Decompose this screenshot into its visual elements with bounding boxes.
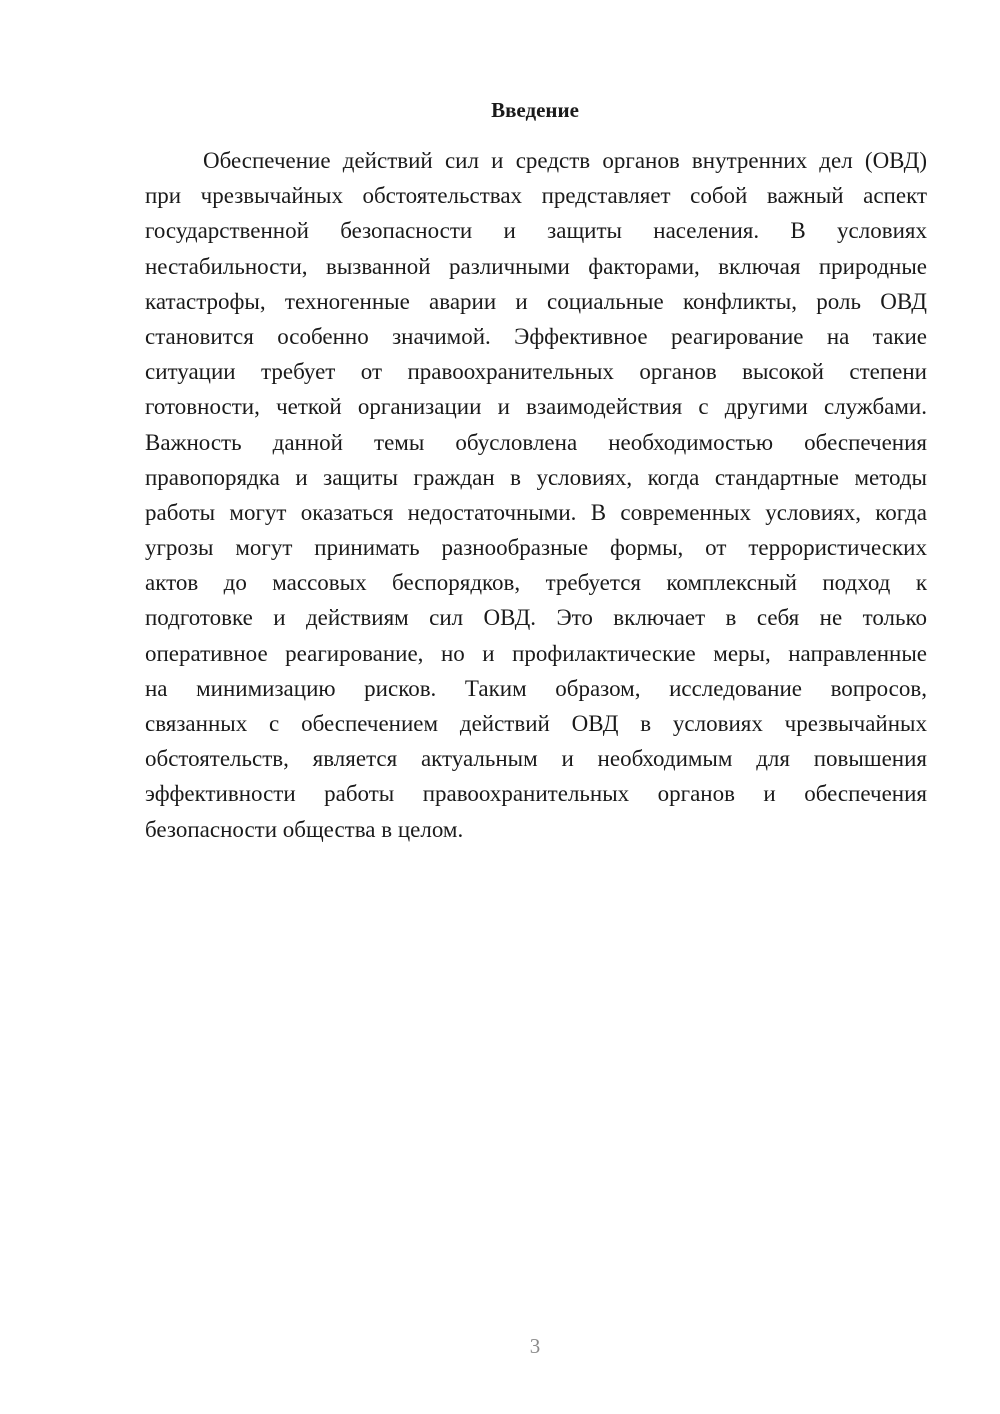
- paragraph-line: государственной безопасности и защиты населения. В условиях: [145, 218, 927, 244]
- paragraph-line: ситуации требует от правоохранительных органов высокой степени: [145, 359, 927, 385]
- paragraph-line: катастрофы, техногенные аварии и социальные конфликты, роль ОВД: [145, 288, 927, 314]
- paragraph-line: подготовке и действиям сил ОВД. Это включает в себя не только: [145, 605, 927, 631]
- page-number: 3: [529, 1334, 541, 1358]
- paragraph-line: актов до массовых беспорядков, требуется комплексный подход к: [145, 570, 927, 596]
- paragraph-line: работы могут оказаться недостаточными. В современных условиях, когда: [145, 499, 927, 525]
- paragraph-line: Обеспечение действий сил и средств органов внутренних дел (ОВД): [203, 148, 927, 173]
- paragraph-line: становится особенно значимой. Эффективное реагирование на такие: [145, 323, 927, 349]
- paragraph-line: обстоятельств, является актуальным и необходимым для повышения: [145, 746, 927, 772]
- paragraph-line: оперативное реагирование, но и профилактические меры, направленные: [145, 640, 927, 666]
- paragraph-line: на минимизацию рисков. Таким образом, исследование вопросов,: [145, 675, 927, 701]
- paragraph-line: связанных с обеспечением действий ОВД в условиях чрезвычайных: [145, 711, 927, 736]
- paragraph-line: безопасности общества в целом.: [145, 816, 464, 842]
- paragraph-line: правопорядка и защиты граждан в условиях, когда стандартные методы: [145, 464, 927, 490]
- page-title: Введение: [491, 98, 579, 122]
- paragraph-line: угрозы могут принимать разнообразные формы, от террористических: [145, 535, 927, 561]
- paragraph-line: нестабильности, вызванной различными факторами, включая природные: [145, 253, 927, 279]
- paragraph-line: Важность данной темы обусловлена необходимостью обеспечения: [145, 429, 927, 455]
- paragraph-line: при чрезвычайных обстоятельствах представляет собой важный аспект: [145, 183, 927, 209]
- paragraph-line: готовности, четкой организации и взаимодействия с другими службами.: [145, 394, 927, 420]
- body-paragraph: [145, 143, 927, 847]
- paragraph-line: эффективности работы правоохранительных органов и обеспечения: [145, 781, 927, 807]
